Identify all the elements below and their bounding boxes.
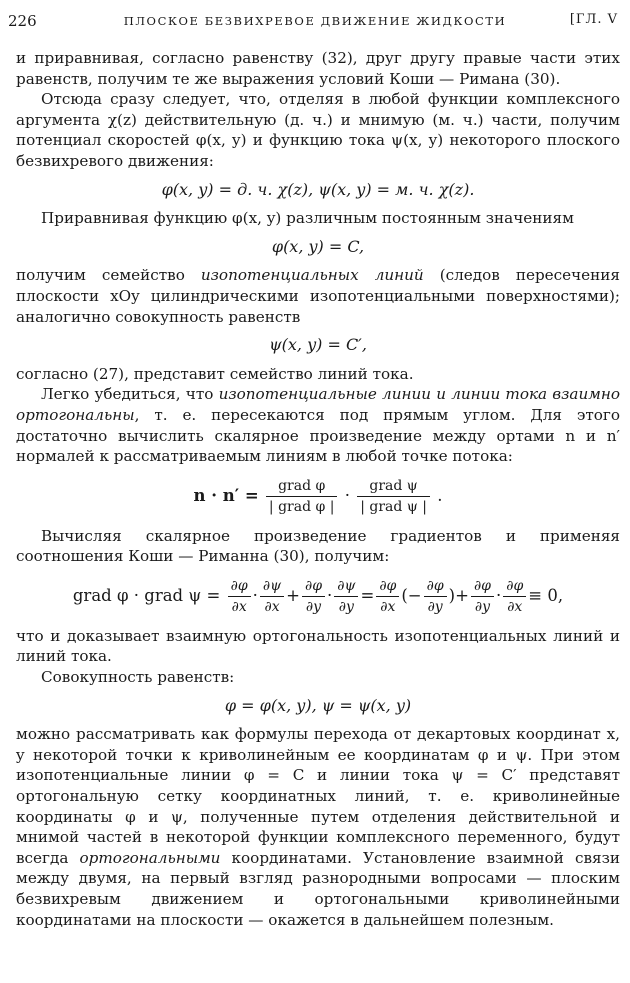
p6-post: , т. е. пересекаются под прямым углом. Для этого достаточно вычислить скалярное произведение между ортами n и n′ нормалей к рассматриваемым линиям в любой точке потока: xyxy=(16,405,620,466)
eq5-zero: ≡ 0, xyxy=(528,585,564,605)
eq5-lhs: grad φ · grad ψ = xyxy=(72,585,221,605)
eq5-den: ∂y xyxy=(305,598,322,615)
eq4-lhs: n · n′ = xyxy=(193,485,259,505)
running-title: ПЛОСКОЕ БЕЗВИХРЕВОЕ ДВИЖЕНИЕ ЖИДКОСТИ xyxy=(123,14,507,28)
p10-post: координатами. Установление взаимной связи между двумя, на первый взгляд разнородными вопросами — плоским безвихревым движением и ортогональными криволинейными координатами на плоскости — окажется в дальнейшем полезным. xyxy=(16,848,620,929)
eq5-equals: = xyxy=(360,585,375,605)
p10-pre: можно рассматривать как формулы перехода от декартовых координат x, y некоторой точки к криволинейным ее координатам φ и ψ. При этом изопотенциальные линии φ = C и линии тока ψ = C′ представят ортогональную сетку координатных линий, т. е. криволинейные координаты φ и ψ, полученные путем отделения действительной и мнимой частей в некоторой функции комплексного переменного, будут всегда xyxy=(16,725,620,867)
equation-gradient-product xyxy=(16,577,620,616)
eq5-dot: · xyxy=(327,585,333,605)
eq5-den: ∂x xyxy=(264,598,280,615)
eq5-dphi-dy-3 xyxy=(471,577,494,616)
eq5-dot: · xyxy=(252,585,258,605)
equation-normals-product xyxy=(16,477,620,516)
eq5-plus: + xyxy=(286,585,300,605)
eq5-dpsi-dx xyxy=(260,577,284,616)
eq4-f1-den: | grad φ | xyxy=(268,498,335,515)
p6-pre: Легко убедиться, что xyxy=(41,385,219,404)
eq4-f1-num: grad φ xyxy=(266,477,338,497)
eq4-end: . xyxy=(437,485,443,505)
page-number: 226 xyxy=(8,12,37,30)
eq5-plus: + xyxy=(455,585,469,605)
paragraph-1: и приравнивая, согласно равенству (32), друг другу правые части этих равенств, получим те же выражения условий Коши — Римана (30). xyxy=(16,49,620,88)
eq5-dphi-dx-2 xyxy=(376,577,399,616)
eq5-den: ∂y xyxy=(338,598,354,615)
running-header xyxy=(8,8,622,32)
equation-streamline: ψ(x, y) = C′, xyxy=(269,335,367,355)
eq5-den: ∂y xyxy=(474,598,491,615)
paragraph-9: Совокупность равенств: xyxy=(41,668,235,687)
eq5-lpar: ( xyxy=(401,585,408,605)
eq5-num: ∂ψ xyxy=(260,577,284,597)
equation-potential-stream: φ(x, y) = д. ч. χ(z), ψ(x, y) = м. ч. χ(z). xyxy=(161,179,475,199)
eq5-dphi-dx-3 xyxy=(503,577,526,616)
eq5-den: ∂x xyxy=(380,598,396,615)
paragraph-2: Отсюда сразу следует, что, отделяя в любой функции комплексного аргумента χ(z) действительную (д. ч.) и мнимую (м. ч.) части, получим потенциал скоростей φ(x, y) и функцию тока ψ(x, y) некоторого плоского безвихревого движения: xyxy=(16,90,620,170)
eq5-num: ∂φ xyxy=(471,577,494,597)
p10-italic: ортогональными xyxy=(79,848,221,867)
equation-coordinate-transform: φ = φ(x, y), ψ = ψ(x, y) xyxy=(224,695,412,715)
eq4-fraction-2 xyxy=(357,477,430,516)
eq5-rpar: ) xyxy=(448,585,456,605)
p4-post: (следов пересечения плоскости xOy цилиндрическими изопотенциальными поверхностями); аналогично совокупность равенств xyxy=(16,266,620,326)
p4-pre: получим семейство xyxy=(16,266,201,285)
paragraph-6 xyxy=(16,384,620,466)
eq5-den: ∂y xyxy=(427,598,443,615)
eq5-dpsi-dy xyxy=(334,577,358,616)
paragraph-3: Приравнивая функцию φ(x, y) различным постоянным значениям xyxy=(41,209,574,228)
eq4-fraction-1 xyxy=(266,477,338,516)
eq5-num: ∂φ xyxy=(424,577,447,597)
paragraph-5: согласно (27), представит семейство линий тока. xyxy=(16,364,414,383)
eq5-dphi-dy-2 xyxy=(424,577,447,616)
eq5-dphi-dx xyxy=(228,577,251,616)
eq5-den: ∂x xyxy=(231,598,247,615)
eq4-dot: · xyxy=(344,485,350,505)
p4-italic: изопотенциальных линий xyxy=(200,266,424,285)
equation-isopotential: φ(x, y) = C, xyxy=(271,236,365,256)
eq5-num: ∂φ xyxy=(228,577,251,597)
body-text xyxy=(16,48,620,930)
eq5-num: ∂ψ xyxy=(334,577,358,597)
eq4-f2-num: grad ψ xyxy=(357,477,430,497)
paragraph-8: что и доказывает взаимную ортогональность изопотенциальных линий и линий тока. xyxy=(16,626,620,666)
eq5-den: ∂x xyxy=(507,598,523,615)
p6-italic: изопотенциальные линии и линии тока взаимно ортогональны xyxy=(16,385,620,424)
eq5-num: ∂φ xyxy=(302,577,325,597)
eq5-dphi-dy xyxy=(302,577,325,616)
eq5-minus: − xyxy=(407,585,422,605)
paragraph-4 xyxy=(16,265,620,327)
chapter-marker: [ГЛ. V xyxy=(569,12,618,27)
paragraph-10 xyxy=(16,724,620,930)
eq5-dot: · xyxy=(495,585,502,605)
eq5-num: ∂φ xyxy=(503,577,526,597)
eq5-num: ∂φ xyxy=(376,577,399,597)
paragraph-7: Вычисляя скалярное произведение градиентов и применяя соотношения Коши — Риманна (30), получим: xyxy=(16,526,620,566)
eq4-f2-den: | grad ψ | xyxy=(360,498,427,515)
